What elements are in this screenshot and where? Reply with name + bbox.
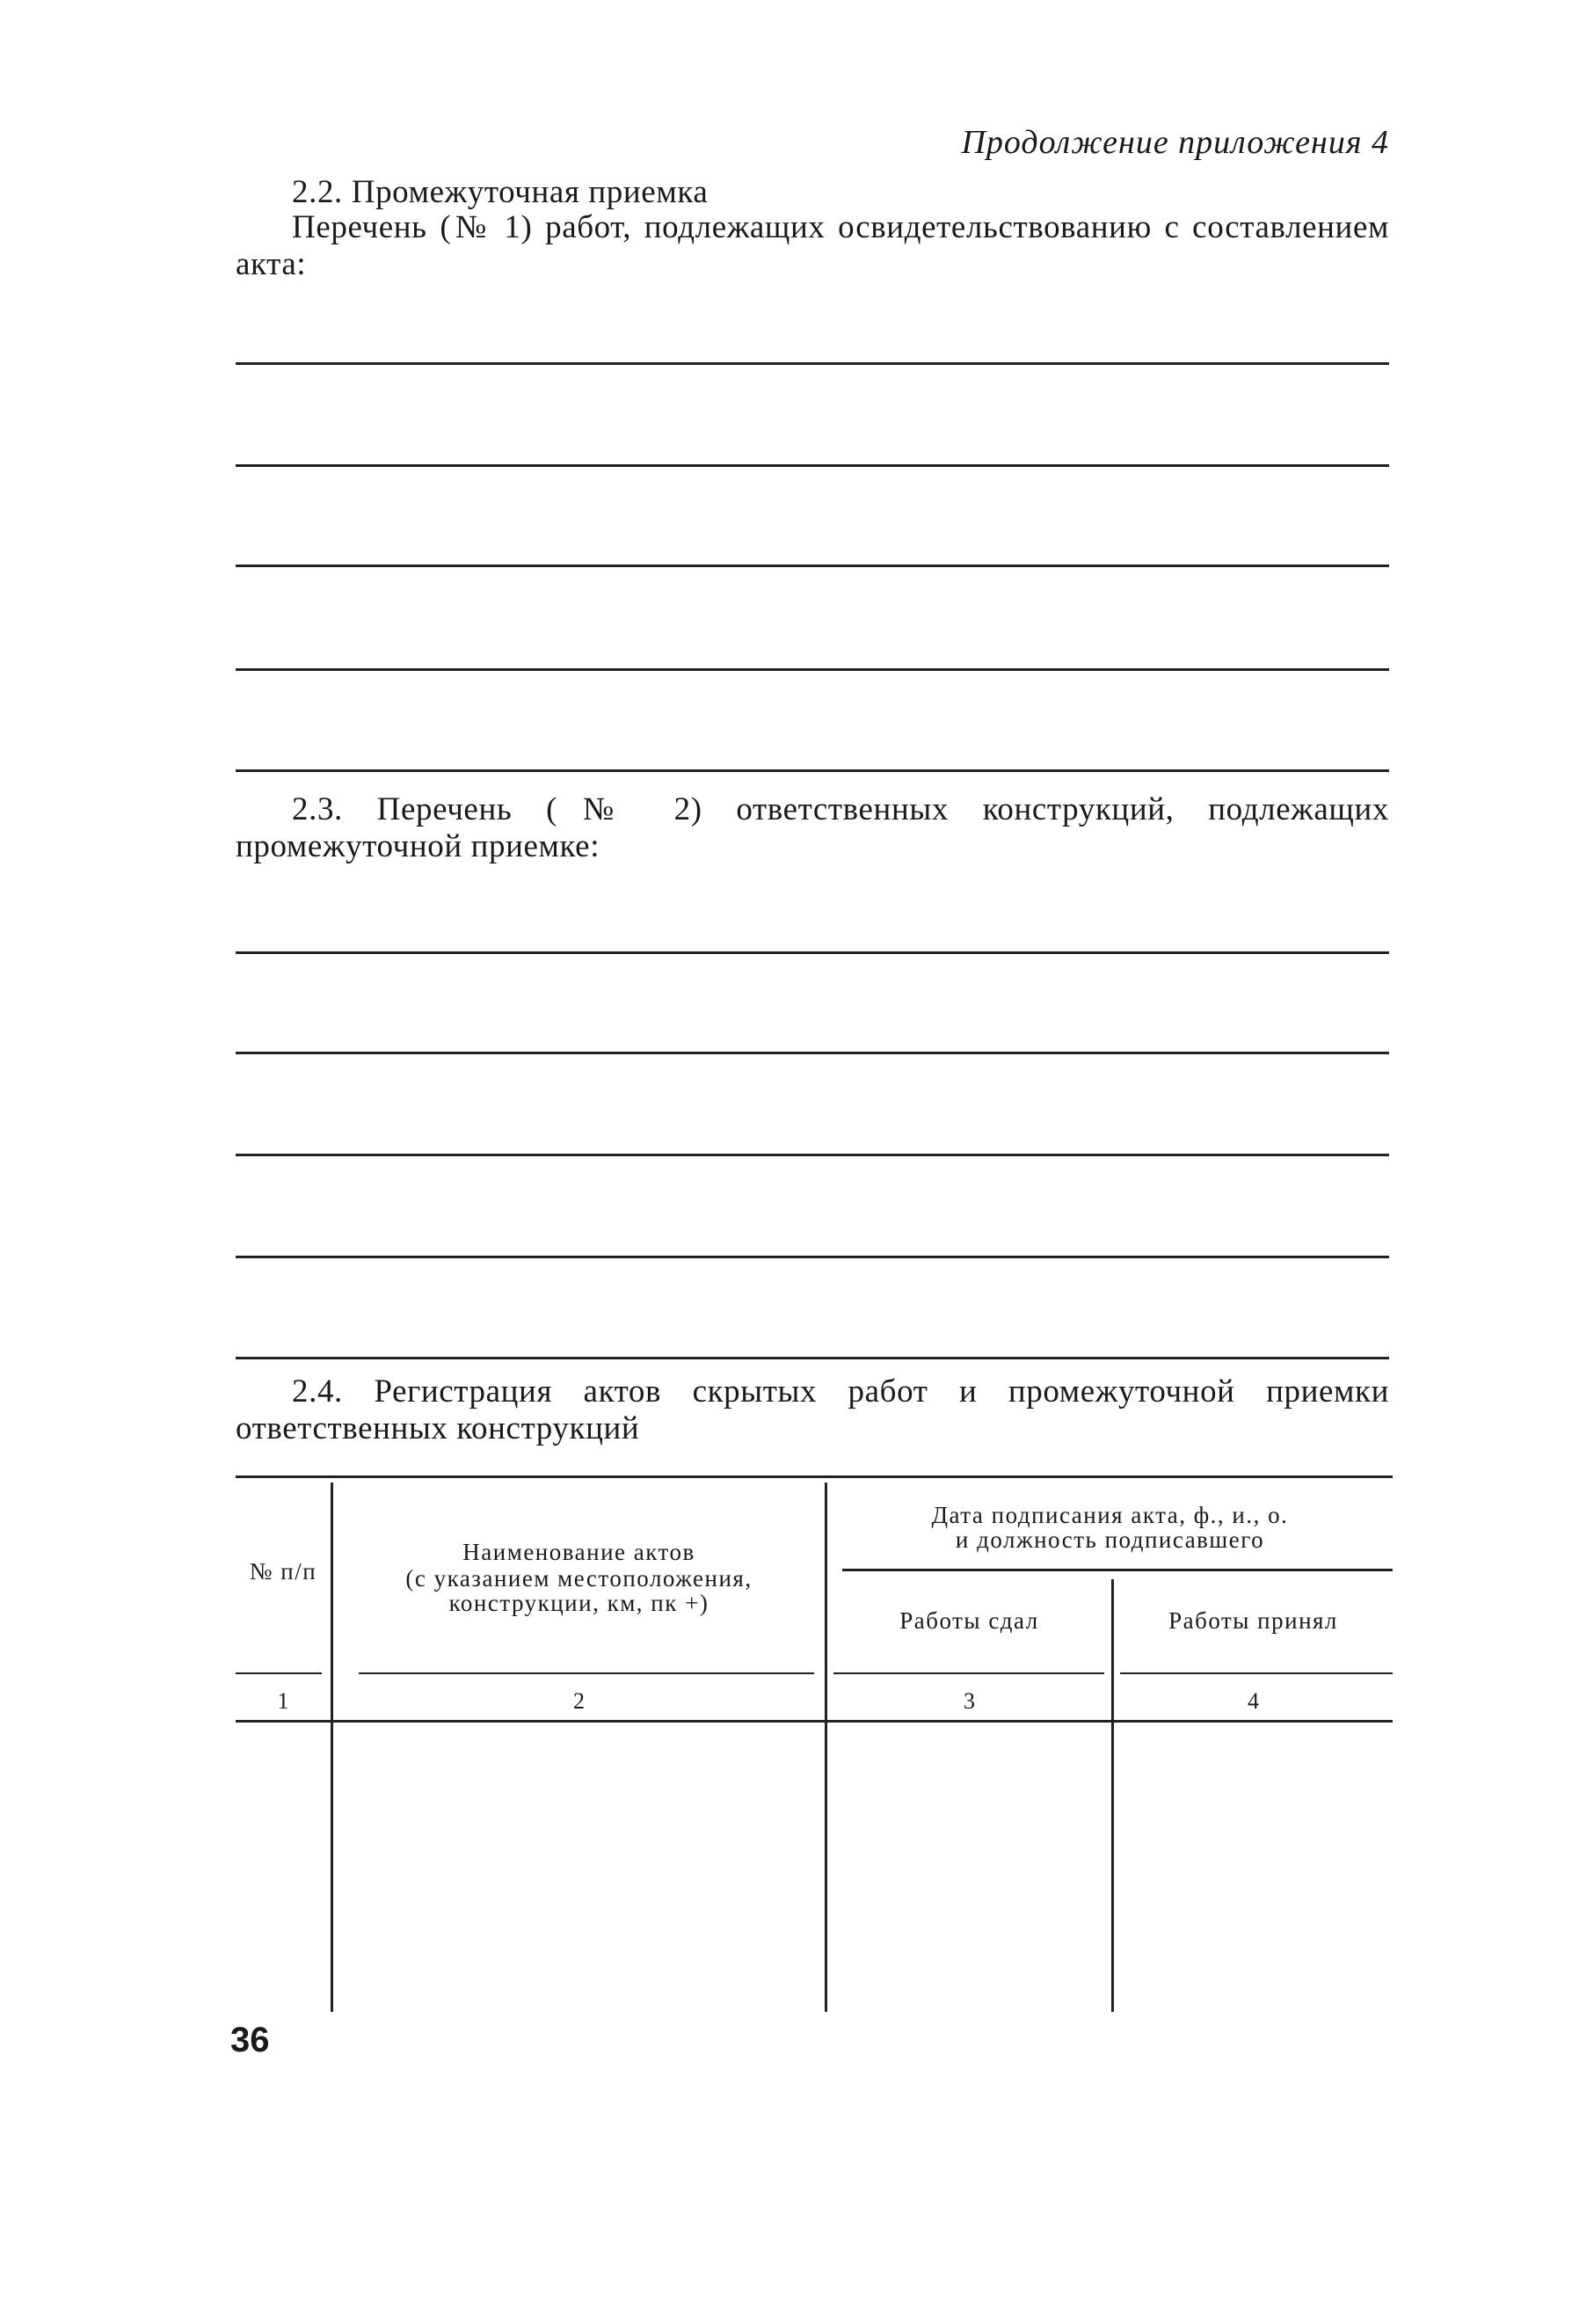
col4-header: Работы принял — [1168, 1607, 1338, 1634]
fill-line[interactable] — [236, 565, 1389, 567]
fill-line[interactable] — [236, 951, 1389, 954]
fill-line[interactable] — [236, 1357, 1389, 1359]
group-header-line1: Дата подписания акта, ф., и., о. — [931, 1502, 1289, 1528]
col1-header: № п/п — [249, 1558, 317, 1585]
page-number: 36 — [230, 2021, 270, 2059]
fill-line[interactable] — [236, 362, 1389, 365]
section-2-3-text: 2.3. Перечень (№ 2) ответственных конструкций, подлежащих промежуточной приемке: — [236, 791, 1389, 864]
group-header-rule — [842, 1569, 1393, 1571]
group-header-line2: и должность подписавшего — [955, 1526, 1265, 1553]
col2-header-line3: конструкции, км, пк +) — [448, 1590, 709, 1616]
fill-line[interactable] — [236, 1154, 1389, 1156]
header-bottom-rule — [236, 1672, 322, 1674]
number-row-rule — [236, 1720, 1393, 1723]
fill-line[interactable] — [236, 464, 1389, 467]
header-bottom-rule — [359, 1672, 814, 1674]
column-divider — [825, 1483, 827, 2012]
fill-line[interactable] — [236, 769, 1389, 772]
table-top-rule — [236, 1475, 1393, 1478]
column-number: 2 — [573, 1688, 585, 1714]
fill-line[interactable] — [236, 1256, 1389, 1258]
section-2-2-text: Перечень (№ 1) работ, подлежащих освидетельствованию с составлением акта: — [236, 209, 1389, 282]
column-number: 4 — [1248, 1688, 1259, 1714]
column-number: 1 — [277, 1688, 289, 1714]
column-number: 3 — [964, 1688, 975, 1714]
column-divider — [1111, 1579, 1114, 2012]
acts-register-table — [236, 1475, 1393, 2012]
continuation-note: Продолжение приложения 4 — [961, 124, 1389, 161]
header-bottom-rule — [1120, 1672, 1393, 1674]
fill-line[interactable] — [236, 668, 1389, 671]
col3-header: Работы сдал — [899, 1607, 1039, 1634]
col2-header-line1: Наименование актов — [462, 1539, 695, 1565]
section-2-4-text: 2.4. Регистрация актов скрытых работ и промежуточной приемки ответственных конструкций — [236, 1373, 1389, 1446]
col2-header-line2: (с указанием местоположения, — [405, 1565, 753, 1592]
header-bottom-rule — [833, 1672, 1104, 1674]
section-2-2-title: 2.2. Промежуточная приемка — [292, 174, 709, 210]
fill-line[interactable] — [236, 1052, 1389, 1054]
